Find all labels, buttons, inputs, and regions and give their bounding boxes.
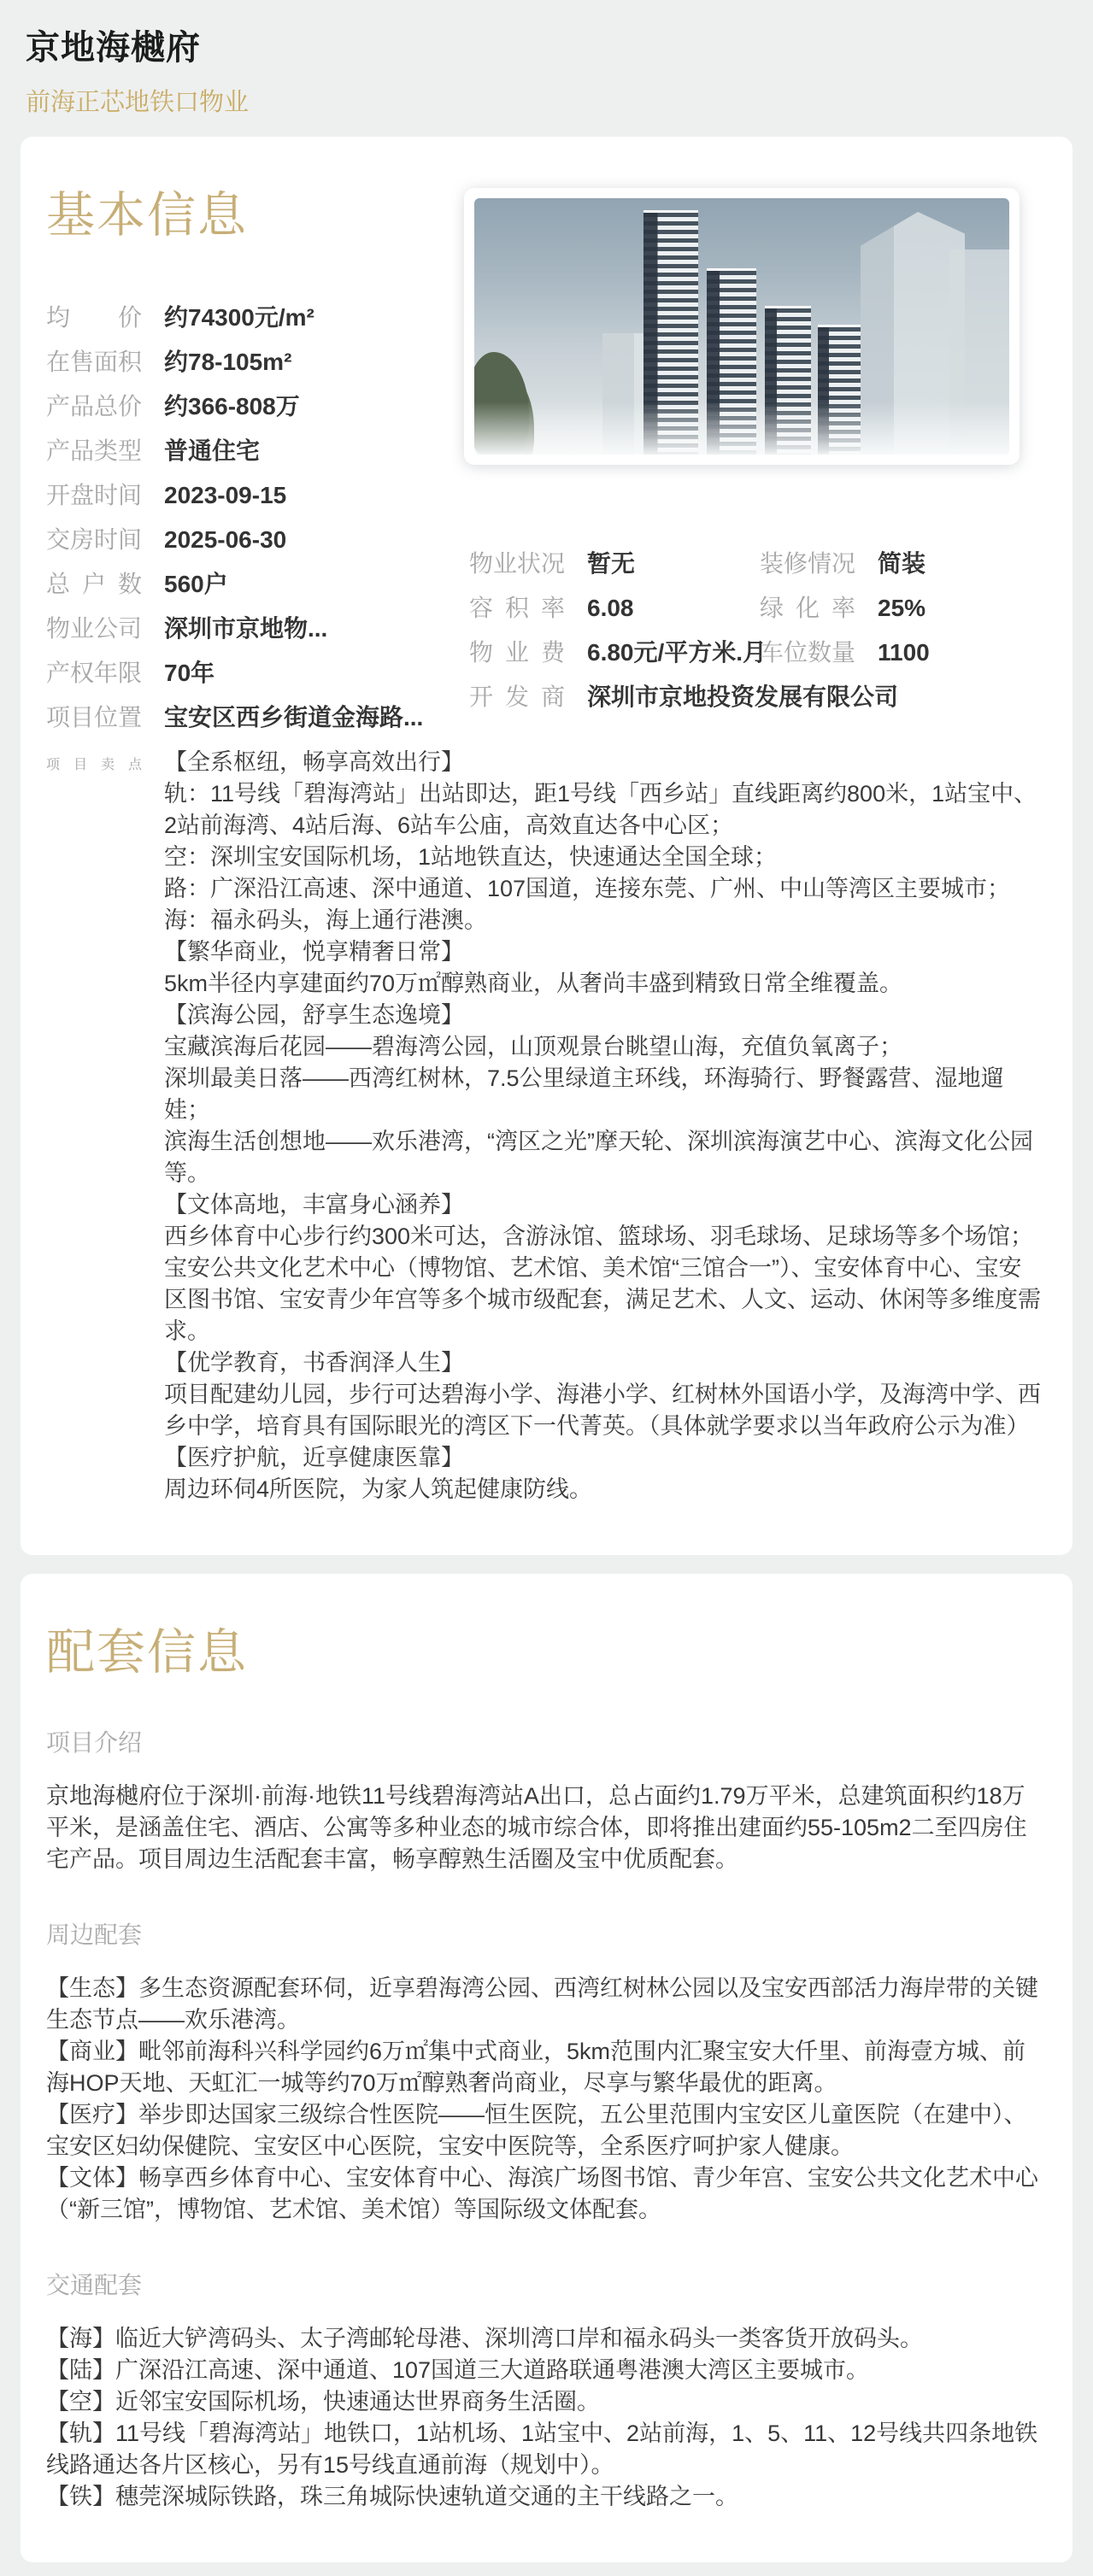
transport-item-rail-metro: 【轨】11号线「碧海湾站」地铁口，1站机场、1站宝中、2站前海，1、5、11、12号线共四条地铁线路通达各片区核心，另有15号线直通前海（规划中）。 (46, 2421, 1038, 2478)
field-row-decoration (760, 542, 1043, 586)
field-row-delivery-date (46, 518, 456, 562)
selling-point-line: 周边环伺4所医院，为家人筑起健康防线。 (164, 1476, 593, 1502)
transport-amenities-subtitle: 交通配套 (46, 2272, 143, 2298)
field-value-truncated: 深圳市京地物... (164, 615, 328, 642)
field-value: 1100 (878, 639, 930, 666)
surrounding-amenities-subtitle: 周边配套 (46, 1922, 143, 1948)
field-row-total-households (46, 562, 456, 607)
field-value: 6.08 (587, 595, 634, 621)
field-row-project-location (46, 695, 456, 740)
field-label: 产品类型 (46, 437, 143, 464)
selling-point-line: 西乡体育中心步行约300米可达，含游泳馆、篮球场、羽毛球场、足球场等多个场馆； (164, 1223, 1034, 1249)
field-label: 开盘时间 (46, 482, 143, 508)
selling-point-line: 轨：11号线「碧海湾站」出站即达，距1号线「西乡站」直线距离约800米，1站宝中、2站前海湾、4站后海、6站车公庙，高效直达各中心区； (164, 781, 1037, 838)
field-row-area-on-sale (46, 340, 456, 384)
field-value: 2025-06-30 (164, 526, 287, 553)
field-row-opening-date (46, 473, 456, 518)
basic-info-section-title: 基本信息 (46, 188, 248, 243)
page-header (0, 0, 1093, 118)
field-row-greening-rate (760, 586, 1043, 631)
surrounding-item-ecology: 【生态】多生态资源配套环伺，近享碧海湾公园、西湾红树林公园以及宝安西部活力海岸带的关键生态节点——欢乐港湾。 (46, 1975, 1038, 2033)
basic-info-right-fields (469, 542, 1043, 719)
selling-point-line: 5km半径内享建面约70万㎡醇熟商业，从奢尚丰盛到精致日常全维覆盖。 (164, 971, 903, 996)
field-label: 在售面积 (46, 349, 143, 375)
field-value: 70年 (164, 660, 215, 686)
field-label: 均价 (46, 304, 142, 331)
field-value: 2023-09-15 (164, 482, 287, 508)
field-value-truncated: 宝安区西乡街道金海路... (164, 704, 424, 731)
field-label: 总户数 (46, 571, 142, 597)
selling-point-line: 空：深圳宝安国际机场，1站地铁直达，快速通达全国全球； (164, 844, 778, 870)
field-row-property-status (469, 542, 760, 586)
field-value: 暂无 (587, 550, 636, 577)
transport-item-intercity-rail: 【铁】穗莞深城际铁路，珠三角城际快速轨道交通的主干线路之一。 (46, 2484, 738, 2509)
field-row-property-fee (469, 631, 767, 675)
field-label: 开发商 (469, 684, 565, 710)
field-row-avg-price (46, 296, 456, 340)
field-value: 560户 (164, 571, 228, 597)
field-value: 6.80元/平方米.月 (587, 639, 767, 666)
field-value: 简装 (878, 550, 926, 577)
field-label: 装修情况 (760, 550, 856, 577)
surrounding-item-medical: 【医疗】举步即达国家三级综合性医院——恒生医院，五公里范围内宝安区儿童医院（在建中）、宝安区妇幼保健院、宝安区中心医院，宝安中医院等，全系医疗呵护家人健康。 (46, 2102, 1027, 2159)
page-subtitle: 前海正芯地铁口物业 (26, 89, 250, 116)
field-row-property-company (46, 607, 456, 651)
field-label: 车位数量 (760, 639, 856, 666)
selling-point-line: 【文体高地，丰富身心涵养】 (164, 1192, 464, 1218)
field-row-plot-ratio (469, 586, 760, 631)
page-title: 京地海樾府 (26, 29, 201, 67)
basic-info-left-fields (46, 296, 456, 740)
transport-item-air: 【空】近邻宝安国际机场，快速通达世界商务生活圈。 (46, 2389, 600, 2415)
amenities-section-title: 配套信息 (46, 1625, 248, 1680)
surrounding-amenities-list (46, 1973, 1047, 2226)
selling-point-line: 【优学教育，书香润泽人生】 (164, 1350, 464, 1376)
selling-point-line: 海：福永码头，海上通行港澳。 (164, 907, 487, 933)
selling-points-section (46, 747, 1047, 1505)
field-row-total-price (46, 384, 456, 429)
selling-point-line: 滨海生活创想地——欢乐港湾，“湾区之光”摩天轮、深圳滨海演艺中心、滨海文化公园等。 (164, 1129, 1033, 1186)
field-value: 普通住宅 (164, 437, 261, 464)
selling-point-line: 【繁华商业，悦享精奢日常】 (164, 939, 464, 965)
selling-point-line: 宝藏滨海后花园——碧海湾公园，山顶观景台眺望山海，充值负氧离子； (164, 1034, 902, 1059)
field-value: 约74300元/m² (164, 304, 314, 331)
field-label: 绿化率 (760, 595, 855, 621)
field-row-product-type (46, 429, 456, 473)
field-label: 物业状况 (469, 550, 566, 577)
field-label: 容积率 (469, 595, 565, 621)
field-label: 产品总价 (46, 393, 143, 420)
building-rendering-image (474, 198, 1009, 455)
field-value: 约78-105m² (164, 349, 292, 375)
surrounding-item-commerce: 【商业】毗邻前海科兴科学园约6万㎡集中式商业，5km范围内汇聚宝安大仟里、前海壹方城、前海HOP天地、天虹汇一城等约70万㎡醇熟奢尚商业，尽享与繁华最优的距离。 (46, 2039, 1026, 2096)
project-intro-text: 京地海樾府位于深圳·前海·地铁11号线碧海湾站A出口，总占面约1.79万平米，总建筑面积约18万平米，是涵盖住宅、酒店、公寓等多种业态的城市综合体，即将推出建面约55-105m2二至四房住宅产品。项目周边生活配套丰富，畅享醇熟生活圈及宝中优质配套。 (46, 1783, 1027, 1872)
project-intro-subtitle: 项目介绍 (46, 1729, 143, 1756)
field-label: 产权年限 (46, 660, 143, 686)
fog-overlay (474, 402, 1009, 455)
field-row-parking-spaces (760, 631, 1043, 675)
field-label: 物业费 (469, 639, 565, 666)
transport-item-sea: 【海】临近大铲湾码头、太子湾邮轮母港、深圳湾口岸和福永码头一类客货开放码头。 (46, 2326, 923, 2351)
transport-amenities-list (46, 2323, 1047, 2513)
field-label: 交房时间 (46, 526, 143, 553)
property-photo-frame (464, 188, 1020, 465)
selling-point-line: 【医疗护航，近享健康医靠】 (164, 1445, 464, 1470)
basic-info-card (21, 137, 1072, 1555)
selling-points-text (164, 747, 1044, 1505)
selling-point-line: 深圳最美日落——西湾红树林，7.5公里绿道主环线，环海骑行、野餐露营、湿地遛娃； (164, 1065, 1004, 1123)
amenities-card (21, 1574, 1072, 2562)
field-label: 物业公司 (46, 615, 143, 642)
selling-points-label: 项目卖点 (46, 758, 142, 772)
transport-item-land: 【陆】广深沿江高速、深中通道、107国道三大道路联通粤港澳大湾区主要城市。 (46, 2357, 870, 2383)
field-value: 约366-808万 (164, 393, 300, 420)
field-label: 项目位置 (46, 704, 143, 731)
selling-point-line: 宝安公共文化艺术中心（博物馆、艺术馆、美术馆“三馆合一”）、宝安体育中心、宝安区图书馆、宝安青少年宫等多个城市级配套，满足艺术、人文、运动、休闲等多维度需求。 (164, 1255, 1041, 1344)
field-value: 深圳市京地投资发展有限公司 (587, 684, 899, 710)
selling-point-line: 路：广深沿江高速、深中通道、107国道，连接东莞、广州、中山等湾区主要城市； (164, 876, 1011, 901)
field-row-tenure-years (46, 651, 456, 695)
selling-point-line: 【全系枢纽，畅享高效出行】 (164, 749, 464, 775)
surrounding-item-culture-sports: 【文体】畅享西乡体育中心、宝安体育中心、海滨广场图书馆、青少年宫、宝安公共文化艺术中心（“新三馆”，博物馆、艺术馆、美术馆）等国际级文体配套。 (46, 2165, 1038, 2222)
selling-point-line: 【滨海公园，舒享生态逸境】 (164, 1002, 464, 1028)
field-row-developer (469, 675, 1043, 719)
field-value: 25% (878, 595, 926, 621)
selling-point-line: 项目配建幼儿园，步行可达碧海小学、海港小学、红树林外国语小学，及海湾中学、西乡中学，培育具有国际眼光的湾区下一代菁英。（具体就学要求以当年政府公示为准） (164, 1382, 1041, 1439)
right-fields-grid (469, 542, 1043, 719)
